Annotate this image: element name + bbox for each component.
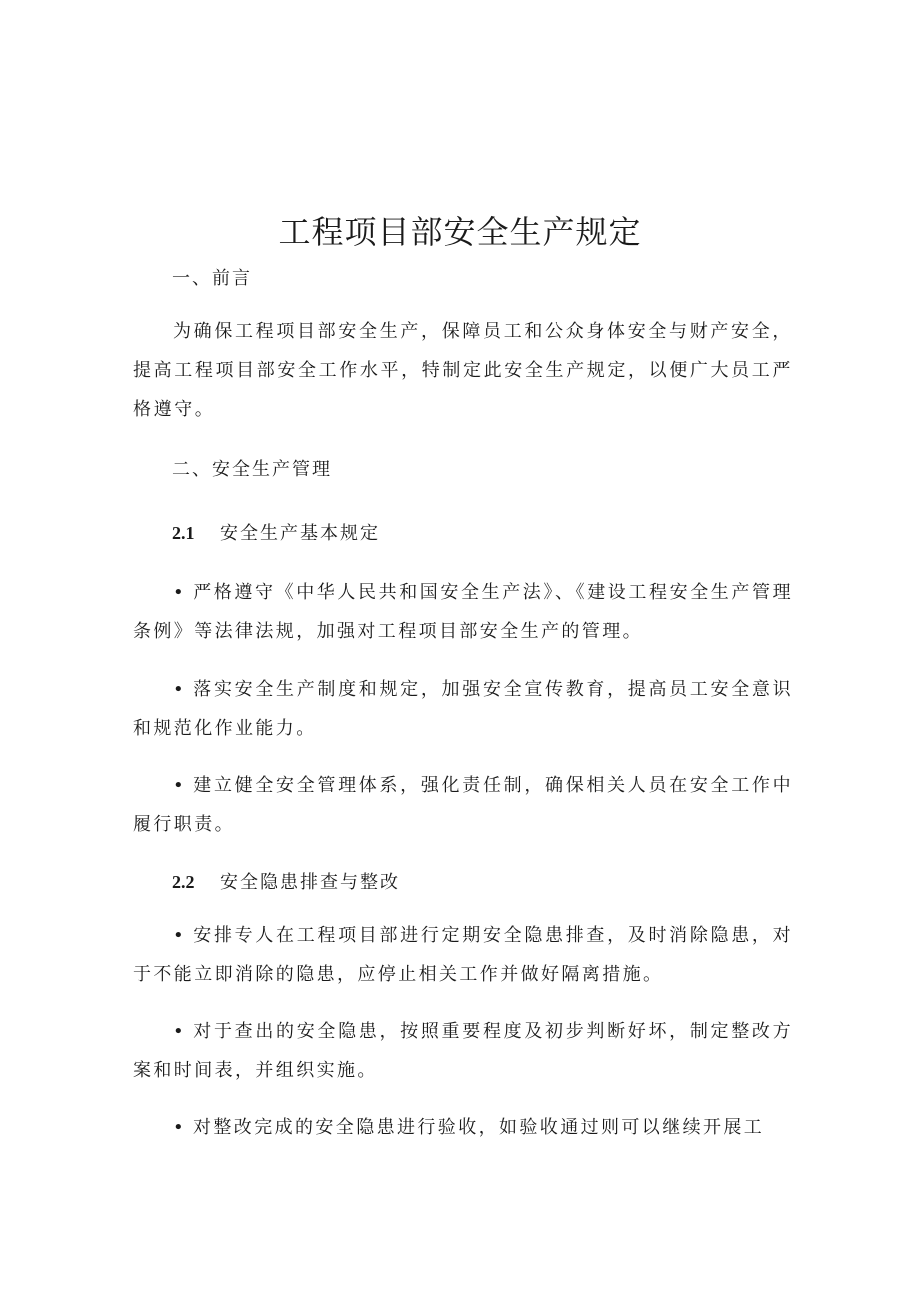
section-heading-preface: 一、前言 xyxy=(172,268,252,289)
list-item-text: 对整改完成的安全隐患进行验收，如验收通过则可以继续开展工 xyxy=(193,1117,765,1138)
subsection-title: 安全隐患排查与整改 xyxy=(220,872,400,893)
subsection-number: 2.2 xyxy=(172,872,195,892)
list-item xyxy=(133,766,793,844)
bullet-icon: • xyxy=(173,582,184,603)
list-item-text: 安排专人在工程项目部进行定期安全隐患排查，及时消除隐患，对于不能立即消除的隐患，应停止相关工作并做好隔离措施。 xyxy=(133,925,793,985)
list-item xyxy=(133,573,793,651)
list-item xyxy=(133,1012,793,1090)
bullet-icon: • xyxy=(173,1117,184,1138)
subsection-title: 安全生产基本规定 xyxy=(220,523,380,544)
list-item xyxy=(133,670,793,748)
list-item xyxy=(133,1108,793,1147)
preface-paragraph: 为确保工程项目部安全生产，保障员工和公众身体安全与财产安全，提高工程项目部安全工作水平，特制定此安全生产规定，以便广大员工严格遵守。 xyxy=(133,321,793,420)
document-title: 工程项目部安全生产规定 xyxy=(278,213,642,251)
list-item-text: 严格遵守《中华人民共和国安全生产法》、《建设工程安全生产管理条例》等法律法规，加强对工程项目部安全生产的管理。 xyxy=(133,582,793,642)
subsection-number: 2.1 xyxy=(172,523,195,543)
list-item-text: 对于查出的安全隐患，按照重要程度及初步判断好坏，制定整改方案和时间表，并组织实施。 xyxy=(133,1021,793,1081)
list-item xyxy=(133,916,793,994)
list-item-text: 落实安全生产制度和规定，加强安全宣传教育，提高员工安全意识和规范化作业能力。 xyxy=(133,679,793,739)
subsection-heading-2-2 xyxy=(172,869,400,896)
list-item-text: 建立健全安全管理体系，强化责任制，确保相关人员在安全工作中履行职责。 xyxy=(133,775,793,835)
bullet-icon: • xyxy=(173,679,184,700)
bullet-icon: • xyxy=(173,925,184,946)
section-heading-safety-management: 二、安全生产管理 xyxy=(172,459,332,480)
subsection-heading-2-1 xyxy=(172,520,380,547)
bullet-icon: • xyxy=(173,775,184,796)
bullet-icon: • xyxy=(173,1021,184,1042)
